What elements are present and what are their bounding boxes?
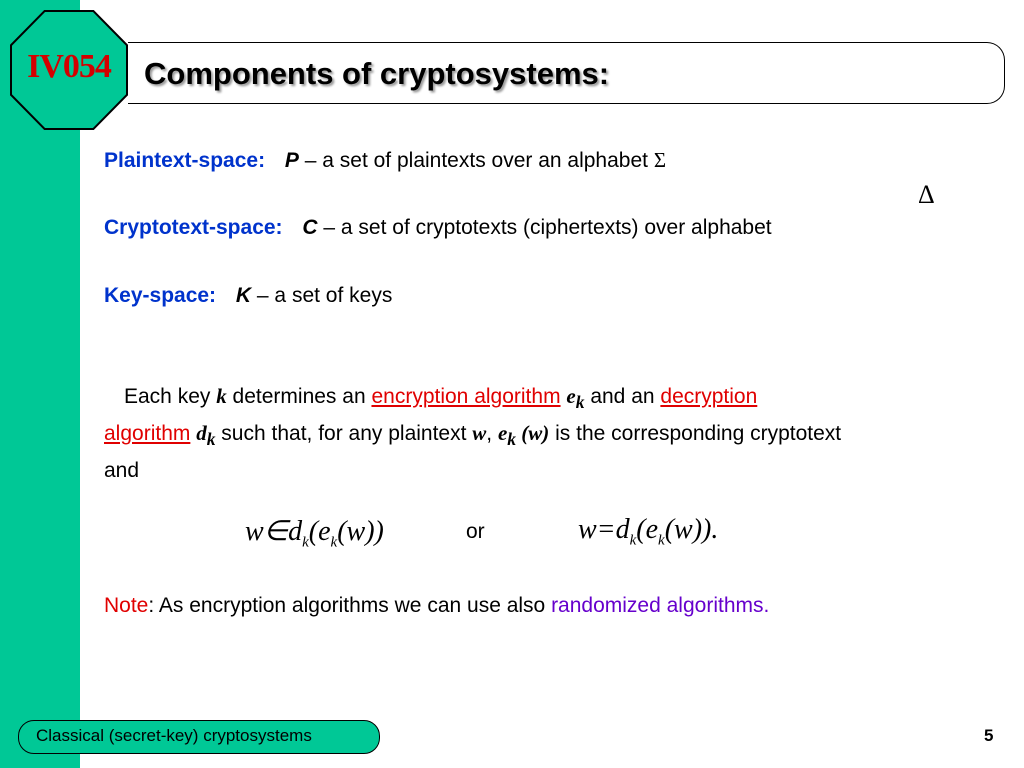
ekw-e: e	[497, 421, 508, 446]
para-text-6: and	[104, 459, 140, 483]
key-explanation-paragraph	[104, 381, 1004, 486]
dk-subscript: k	[206, 429, 216, 450]
formula-2-mid: (e	[636, 514, 659, 545]
formula-membership	[245, 514, 384, 552]
formula-2-sub1: k	[629, 532, 637, 549]
cryptotext-symbol: C	[302, 216, 318, 239]
para-text-3: and an	[584, 385, 661, 408]
para-text-2: determines an	[226, 385, 372, 408]
cryptotext-description: – a set of cryptotexts (ciphertexts) over alphabet	[317, 216, 772, 239]
ek-w-symbol	[497, 421, 550, 450]
formula-2-head: w=d	[578, 514, 630, 545]
encryption-algorithm-term: encryption algorithm	[371, 385, 561, 408]
dk-d: d	[196, 421, 207, 446]
randomized-algorithms-term: randomized algorithms.	[551, 594, 770, 617]
key-space-label: Key-space:	[104, 284, 217, 307]
key-space-line	[104, 284, 392, 308]
cryptotext-space-label: Cryptotext-space:	[104, 216, 283, 239]
formula-1-end: (w))	[337, 516, 384, 547]
cryptotext-space-line	[104, 216, 772, 240]
ekw-w: (w)	[516, 421, 550, 446]
note-text: : As encryption algorithms we can use also	[148, 594, 552, 617]
ek-subscript: k	[575, 392, 585, 413]
decryption-term-2: algorithm	[104, 422, 191, 446]
delta-symbol: Δ	[918, 180, 935, 209]
formula-1-sub1: k	[302, 534, 309, 551]
formula-2-end: (w)).	[664, 514, 719, 545]
plaintext-symbol: P	[284, 149, 299, 172]
key-k: k	[216, 384, 227, 408]
formula-1-head: w∈d	[245, 516, 303, 547]
slide-title: Components of cryptosystems:	[144, 56, 610, 91]
dk-symbol	[196, 421, 216, 450]
para-text-5: is the corresponding cryptotext	[549, 422, 842, 446]
note-label: Note	[104, 594, 149, 617]
formula-equality	[578, 514, 718, 550]
note-line	[104, 594, 769, 618]
formula-1-sub2: k	[330, 534, 338, 551]
decryption-term-1: decryption	[660, 385, 758, 408]
formula-2-sub2: k	[658, 532, 665, 549]
page-number: 5	[984, 726, 994, 745]
para-text-4: such that, for any plaintext	[215, 422, 473, 446]
footer-label: Classical (secret-key) cryptosystems	[36, 726, 312, 745]
formula-1-mid: (e	[308, 516, 331, 547]
or-word: or	[466, 520, 485, 543]
ekw-subscript: k	[507, 429, 517, 450]
ek-e: e	[566, 384, 576, 408]
plaintext-space-line	[104, 148, 666, 173]
para-comma: ,	[486, 422, 498, 446]
plaintext-w: w	[472, 421, 487, 446]
course-code-logo: IV054	[27, 48, 111, 85]
key-symbol: K	[235, 284, 252, 307]
sigma-symbol: Σ	[653, 148, 667, 172]
key-description: – a set of keys	[251, 284, 393, 307]
plaintext-description: – a set of plaintexts over an alphabet	[298, 149, 654, 172]
plaintext-space-label: Plaintext-space:	[104, 149, 266, 172]
para-text-1: Each key	[124, 385, 217, 408]
ek-symbol	[566, 384, 585, 413]
